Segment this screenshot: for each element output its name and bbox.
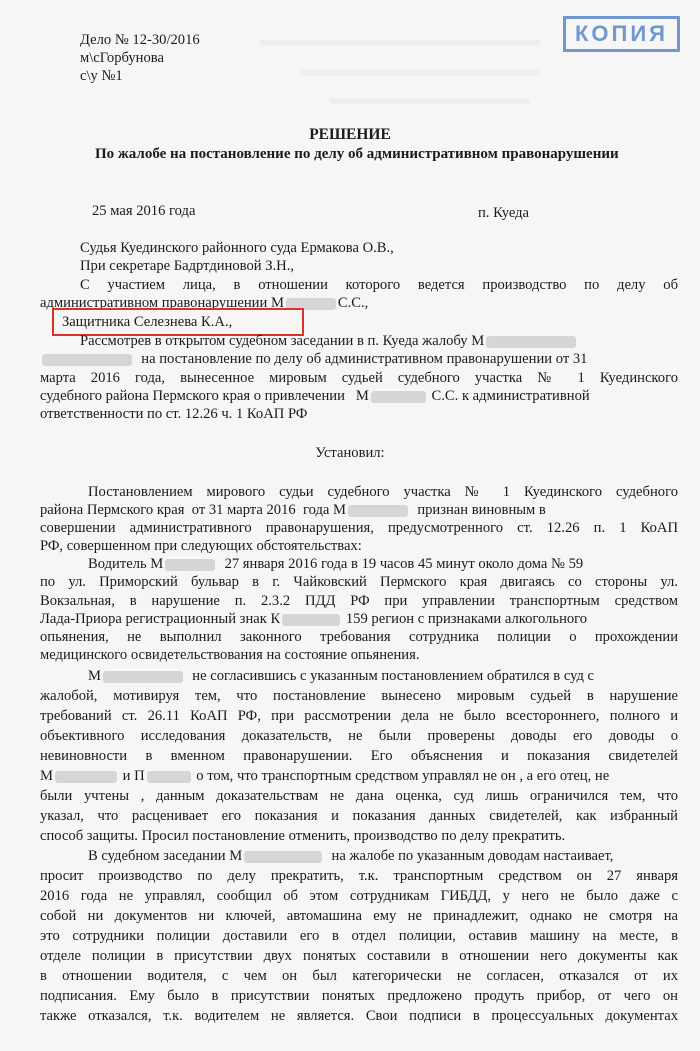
body-line: жалобой, мотивируя тем, что постановление вынесено мировым судьей в нарушение bbox=[40, 688, 678, 704]
section-established: Установил: bbox=[315, 445, 385, 461]
body-line: 2016 года не управлял, сообщил об этом сотрудникам ГИБДД, у него не было даже с bbox=[40, 888, 678, 904]
body-line: указал, что расценивает его показания и показания данных свидетелей, как избранный bbox=[40, 808, 678, 824]
intro-line: С участием лица, в отношении которого ведется производство по делу об bbox=[80, 277, 678, 293]
body-line: по ул. Приморский бульвар в г. Чайковский Пермского края двигаясь со стороны ул. bbox=[40, 574, 678, 590]
body-line: это сотрудники полиции доставили его в отдел полиции, оставив машину на месте, в bbox=[40, 928, 678, 944]
redacted-name bbox=[147, 771, 191, 783]
bleed-through bbox=[260, 40, 540, 46]
redacted-plate bbox=[282, 614, 340, 626]
body-line: Постановлением мирового судьи судебного участка № 1 Куединского судебного bbox=[88, 484, 678, 500]
redacted-name bbox=[103, 671, 183, 683]
intro-line bbox=[80, 333, 578, 350]
body-line: РФ, совершенном при следующих обстоятельствах: bbox=[40, 538, 362, 554]
text-fragment: судебного района Пермского края о привлечении bbox=[40, 388, 345, 404]
text-fragment: Рассмотрев в открытом судебном заседании bbox=[80, 333, 354, 349]
text-fragment: на постановление по делу об административном правонарушении от 31 bbox=[141, 351, 588, 367]
body-line: отделе полиции в присутствии двух понятых составили в отношении него документы как bbox=[40, 948, 678, 964]
intro-line bbox=[40, 388, 590, 405]
body-line: также отказался, т.к. водителем не является. Свои подписи в процессуальных документах bbox=[40, 1008, 678, 1024]
body-line: собой ни документов ни ключей, автомашина ему не принадлежит, однако не смотря на bbox=[40, 908, 678, 924]
text-fragment: административном правонарушении М bbox=[40, 295, 284, 311]
judge-name: м\сГорбунова bbox=[80, 50, 164, 66]
body-line bbox=[88, 848, 613, 865]
case-number: Дело № 12-30/2016 bbox=[80, 32, 200, 48]
decision-date: 25 мая 2016 года bbox=[92, 203, 196, 219]
text-fragment: о том, что транспортным средством управлял не он , а его отец, не bbox=[196, 768, 610, 784]
body-line: подписания. Ему было в присутствии понятых предложено продуть прибор, от чего он bbox=[40, 988, 678, 1004]
text-fragment: С.С., bbox=[337, 295, 369, 311]
body-line: Вокзальная, в нарушение п. 2.3.2 ПДД РФ при управлении транспортным средством bbox=[40, 593, 678, 609]
court-section: с\у №1 bbox=[80, 68, 123, 84]
copy-stamp: КОПИЯ bbox=[563, 16, 680, 52]
document-subtitle: По жалобе на постановление по делу об административном правонарушении bbox=[95, 146, 619, 162]
text-fragment: года М bbox=[302, 502, 347, 518]
text-fragment: района Пермского края bbox=[40, 502, 185, 518]
text-fragment: С.С. к административной bbox=[431, 388, 590, 404]
body-line: совершении административного правонарушения, предусмотренного ст. 12.26 п. 1 КоАП bbox=[40, 520, 678, 536]
defender-line: Защитника Селезнева К.А., bbox=[62, 314, 233, 330]
redacted-name bbox=[165, 559, 215, 571]
intro-line: При секретаре Бадртдиновой З.Н., bbox=[80, 258, 295, 274]
body-line: опьянения, не выполнил законного требования сотрудника полиции о прохождении bbox=[40, 629, 678, 645]
text-fragment: М bbox=[40, 768, 53, 784]
text-fragment: и П bbox=[122, 768, 145, 784]
decision-place: п. Куеда bbox=[478, 205, 530, 221]
body-line: требований ст. 26.11 КоАП РФ, при рассмотрении дела не было всестороннего, полного и bbox=[40, 708, 678, 724]
text-fragment: на жалобе по указанным доводам настаивает, bbox=[331, 848, 614, 864]
redacted-name bbox=[486, 336, 576, 348]
text-fragment: не согласившись с указанным постановлением обратился в суд с bbox=[192, 668, 595, 684]
intro-line bbox=[40, 351, 587, 368]
redacted-name bbox=[371, 391, 426, 403]
text-fragment: 27 января 2016 года в 19 часов 45 минут около дома № 59 bbox=[224, 556, 584, 572]
body-line: невиновности в вменном правонарушении. Его объяснения и показания свидетелей bbox=[40, 748, 678, 764]
text-fragment: Лада-Приора регистрационный знак К bbox=[40, 611, 281, 627]
body-line: были учтены , данным доказательствам не дана оценка, суд лишь ограничился тем, что bbox=[40, 788, 678, 804]
intro-line: марта 2016 года, вынесенное мировым судьей судебного участка № 1 Куединского bbox=[40, 370, 678, 386]
text-fragment: 159 регион с признаками алкогольного bbox=[345, 611, 588, 627]
intro-line: Судья Куединского районного суда Ермакова О.В., bbox=[80, 240, 394, 256]
body-line: просит производство по делу прекратить, т.к. транспортным средством он 27 января bbox=[40, 868, 678, 884]
body-line bbox=[88, 556, 583, 573]
document-title: РЕШЕНИЕ bbox=[309, 126, 391, 143]
text-fragment: в п. Куеда жалобу М bbox=[356, 333, 485, 349]
text-fragment: М bbox=[88, 668, 101, 684]
body-line bbox=[88, 668, 594, 685]
intro-line: ответственности по ст. 12.26 ч. 1 КоАП РФ bbox=[40, 406, 308, 422]
redacted-name bbox=[348, 505, 408, 517]
body-line bbox=[40, 768, 609, 785]
body-line: медицинского освидетельствования на состояние опьянения. bbox=[40, 647, 420, 663]
body-line bbox=[40, 502, 546, 519]
body-line: объективного исследования доказательств, не были проверены доводы его доводы о bbox=[40, 728, 678, 744]
body-line bbox=[40, 611, 587, 628]
redacted-name bbox=[55, 771, 117, 783]
text-fragment: Водитель М bbox=[88, 556, 164, 572]
text-fragment: от 31 марта 2016 bbox=[191, 502, 296, 518]
text-fragment: признан виновным в bbox=[417, 502, 546, 518]
bleed-through bbox=[300, 70, 540, 76]
redacted-name bbox=[244, 851, 322, 863]
bleed-through bbox=[330, 98, 530, 104]
body-line: способ защиты. Просил постановление отменить, производство по делу прекратить. bbox=[40, 828, 566, 844]
text-fragment: В судебном заседании М bbox=[88, 848, 243, 864]
text-fragment: М bbox=[355, 388, 369, 404]
body-line: в отношении водителя, с чем он был категорически не согласен, отказался от их bbox=[40, 968, 678, 984]
redacted-name bbox=[42, 354, 132, 366]
